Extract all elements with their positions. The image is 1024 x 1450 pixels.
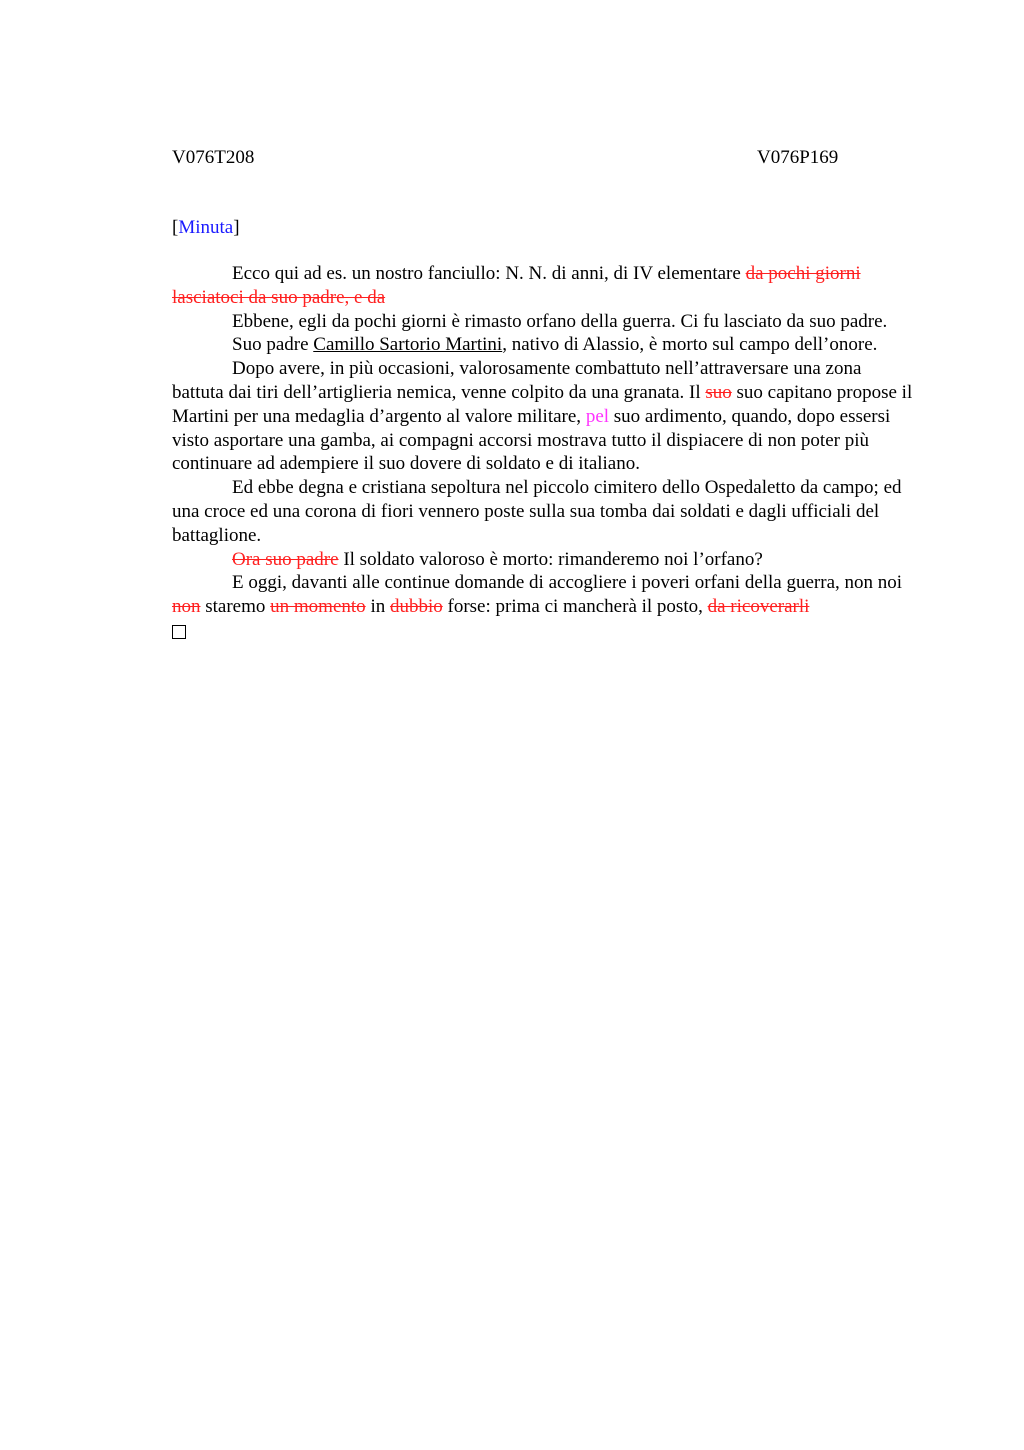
- paragraph-4-part-1: Dopo avere, in più occasioni, valorosamente combattuto nell’attraversare una zona battuta dai tiri dell’artiglieria nemica, venne colpito da una granata. Il: [172, 358, 862, 403]
- paragraph-7-part-2: staremo: [200, 596, 271, 618]
- paragraph-4-part-2: suo capitano propose il Martini per una medaglia d’argento al valore militare,: [172, 381, 913, 427]
- paragraph-3: [172, 333, 917, 357]
- paragraph-7-deletion-3: dubbio: [389, 596, 443, 618]
- paragraph-2-text: Ebbene, egli da pochi giorni è rimasto orfano della guerra. Ci fu lasciato da suo padre.: [232, 310, 888, 332]
- paragraph-7-deletion-4: da ricoverarli: [707, 596, 810, 618]
- paragraph-7-part-4: forse: prima ci mancherà il posto,: [442, 596, 708, 618]
- page-code-right: V076P169: [757, 147, 839, 168]
- paragraph-6: [172, 548, 917, 572]
- paragraph-4-addition: pel: [585, 405, 610, 427]
- paragraph-6-text: Il soldato valoroso è morto: rimanderemo noi l’orfano?: [338, 548, 763, 570]
- paragraph-5-text: Ed ebbe degna e cristiana sepoltura nel piccolo cimitero dello Ospedaletto da campo; ed una croce ed una corona di fiori vennero poste sulla sua tomba dai soldati e dagli ufficiali del battaglione.: [172, 477, 902, 546]
- document-header: [172, 144, 917, 174]
- paragraph-4-part-3: suo ardimento, quando, dopo essersi visto asportare una gamba, ai compagni accorsi mostrava tutto il dispiacere di non poter più continuare ad adempiere il suo dovere di soldato e di italiano.: [172, 405, 891, 475]
- paragraph-7: [172, 571, 917, 619]
- paragraph-2: [172, 310, 917, 334]
- paragraph-1: [172, 262, 917, 310]
- paragraph-1-deletion: da pochi giorni lasciatoci da suo padre, e da: [172, 263, 861, 308]
- close-bracket: ]: [233, 217, 240, 238]
- section-label-text: Minuta: [178, 217, 234, 238]
- paragraph-5: [172, 476, 917, 547]
- paragraph-7-deletion-2: un momento: [270, 596, 366, 618]
- document-body: [172, 262, 917, 646]
- end-marker: [172, 619, 917, 646]
- paragraph-7-part-1: E oggi, davanti alle continue domande di accogliere i poveri orfani della guerra, non noi: [232, 572, 903, 594]
- soldier-name: Camillo Sartorio Martini: [313, 334, 503, 356]
- paragraph-1-text: Ecco qui ad es. un nostro fanciullo: N. N. di anni, di IV elementare: [232, 263, 746, 284]
- section-label: [172, 214, 917, 242]
- paragraph-4-deletion: suo: [705, 381, 732, 403]
- paragraph-3-before: Suo padre: [232, 334, 314, 356]
- paragraph-7-part-3: in: [365, 596, 390, 618]
- paragraph-3-after: , nativo di Alassio, è morto sul campo dell’onore.: [502, 334, 878, 356]
- open-bracket: [: [172, 217, 179, 238]
- document-page: [172, 144, 917, 646]
- document-code-left: V076T208: [172, 147, 255, 168]
- paragraph-4: [172, 357, 917, 476]
- end-box-icon: [172, 625, 186, 639]
- paragraph-7-deletion-1: non: [172, 596, 201, 618]
- paragraph-6-deletion: Ora suo padre: [232, 548, 339, 570]
